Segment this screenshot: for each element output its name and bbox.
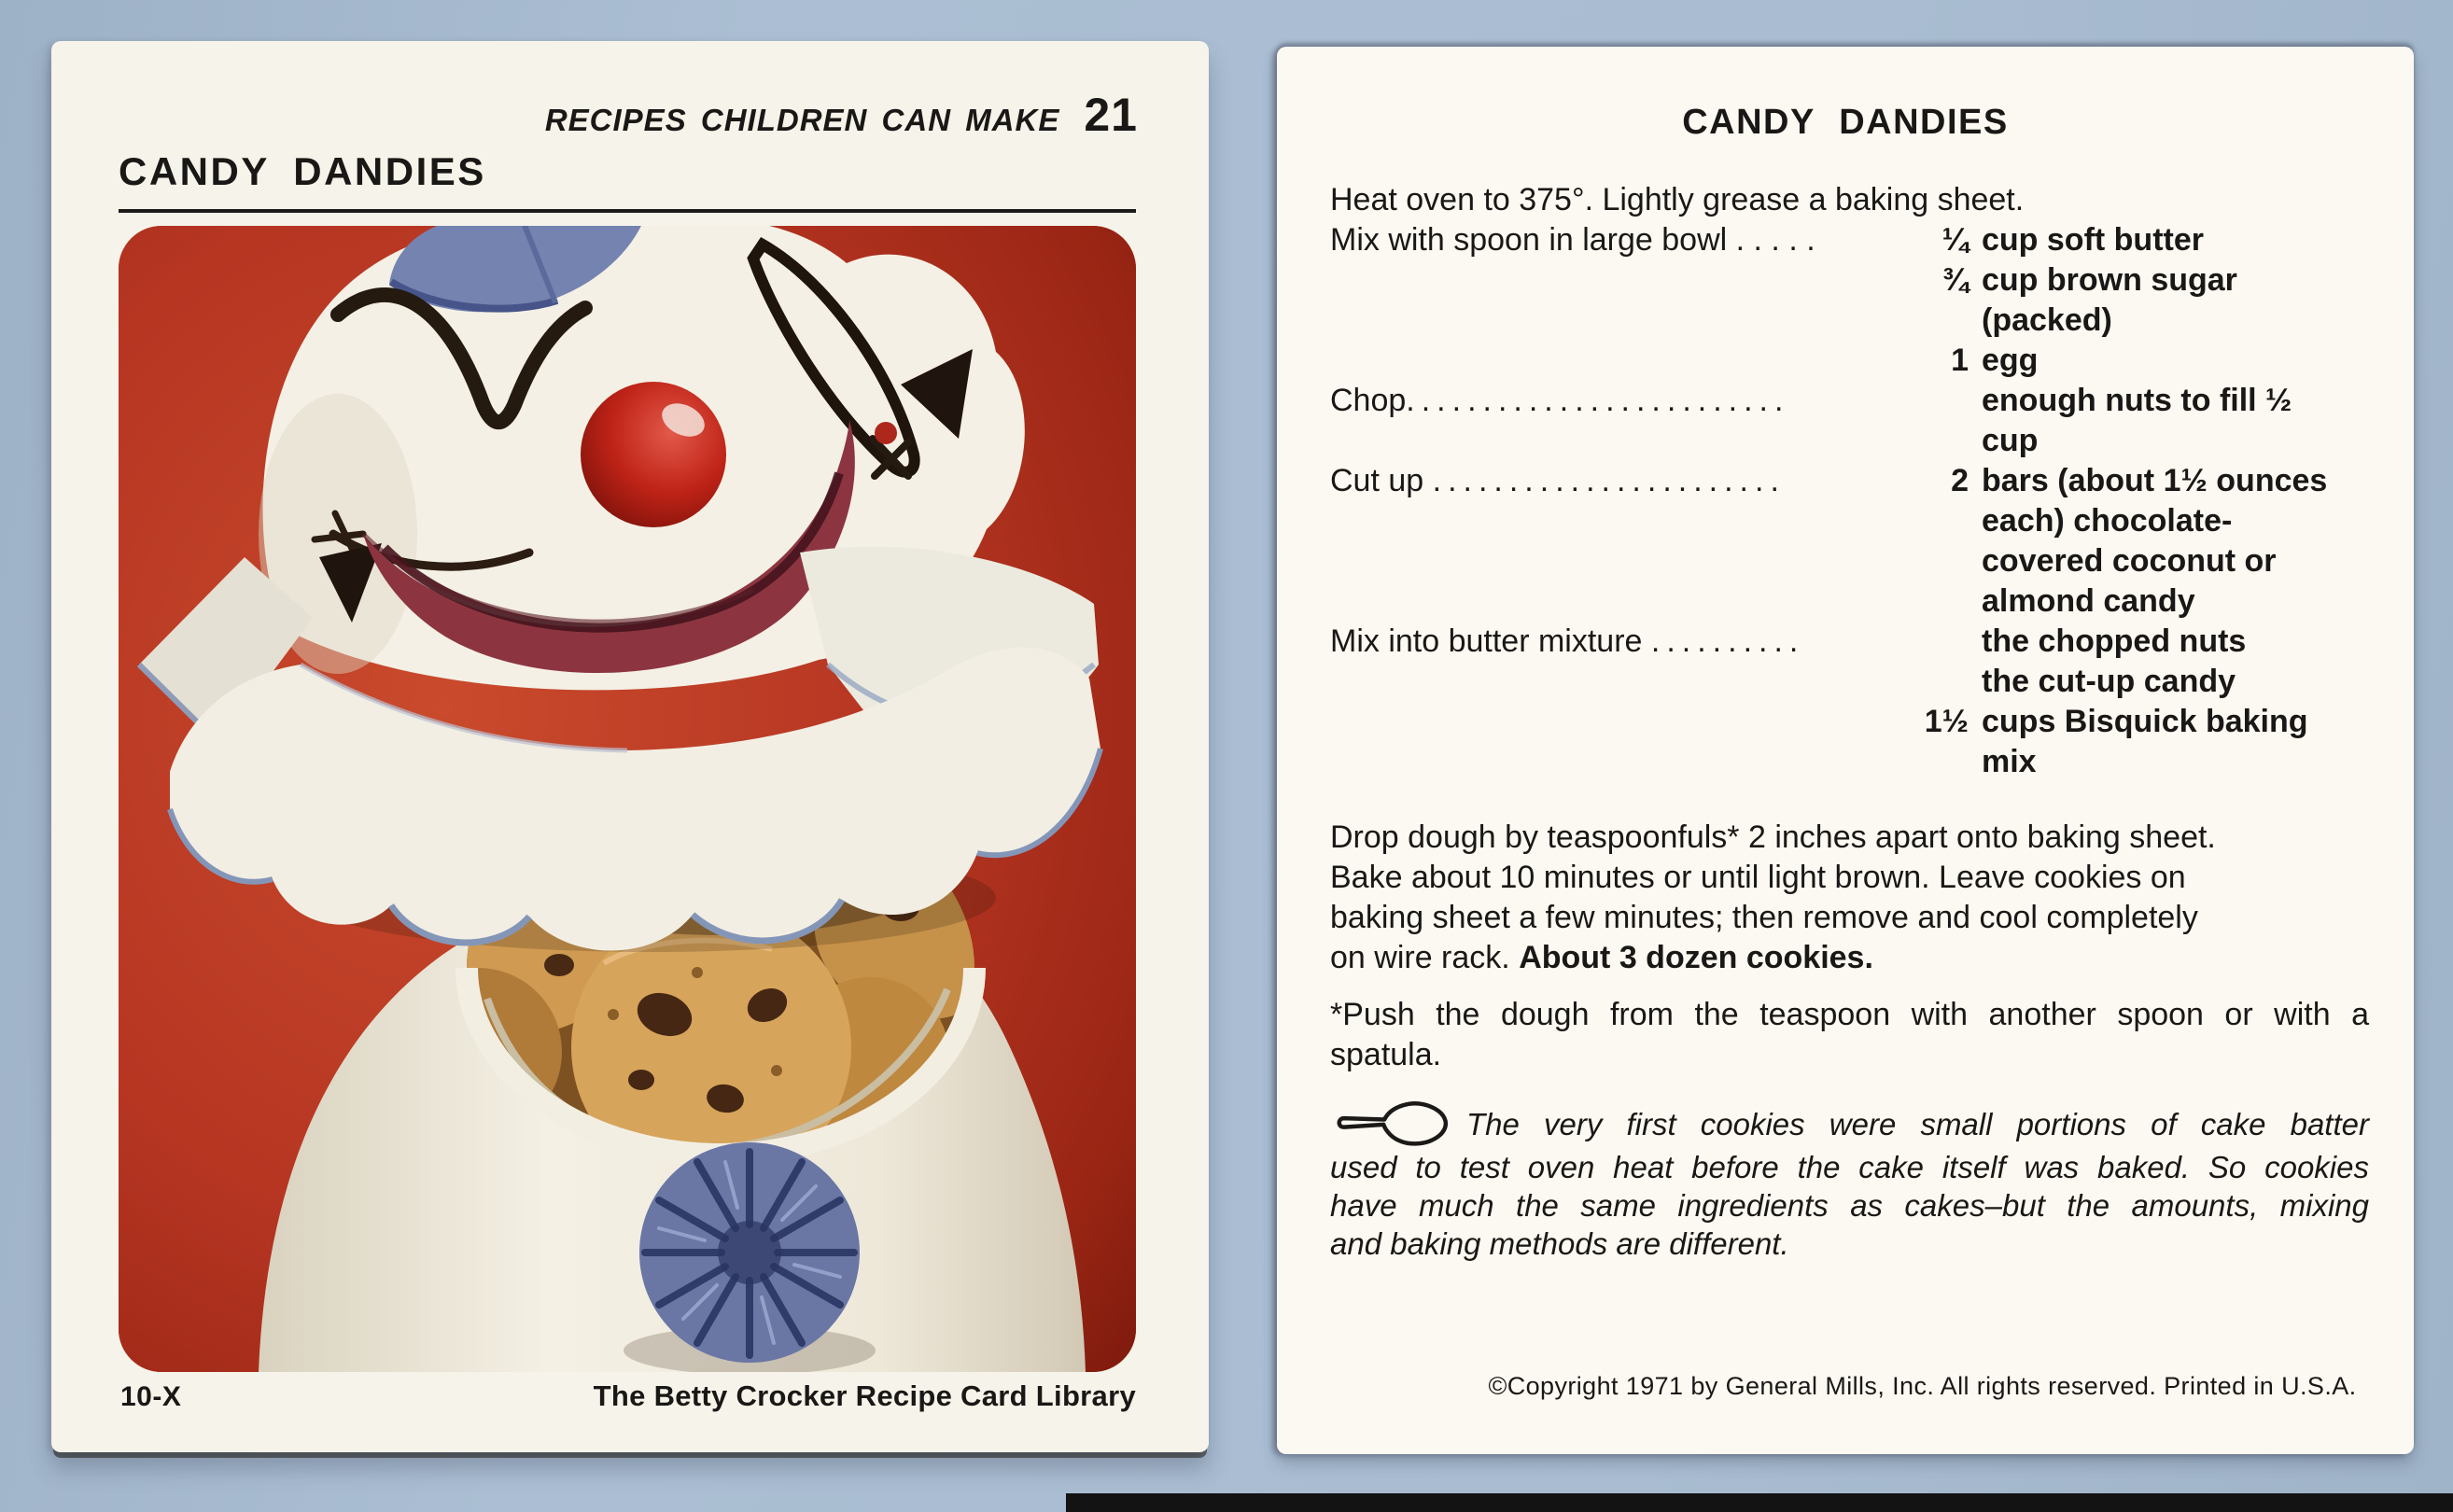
ingredient-row: Mix with spoon in large bowl . . . . . ¼ cup soft butter [1330, 220, 2369, 260]
scan-edge-strip [1066, 1493, 2453, 1512]
clown-cookie-jar-photo [119, 226, 1136, 1372]
recipe-card-front [51, 41, 1209, 1452]
ingredient-line: each) chocolate- [1982, 503, 2233, 539]
spoon-icon [1330, 1099, 1457, 1148]
directions-line: Drop dough by teaspoonfuls* 2 inches apart onto baking sheet. [1330, 819, 2216, 855]
ingredient-amount: 1 [1951, 343, 1969, 378]
footnote [1330, 995, 2369, 1075]
ingredient-line: cup [1982, 423, 2039, 458]
card-code: 10-X [120, 1381, 182, 1412]
copyright-line: ©Copyright 1971 by General Mills, Inc. All rights reserved. Printed in U.S.A. [1488, 1372, 2357, 1400]
trivia-note-line: and baking methods are different. [1330, 1226, 1789, 1261]
ingredient-line: covered coconut or [1982, 543, 2277, 579]
ingredient-line: cups Bisquick baking [1982, 704, 2308, 739]
intro-line: Heat oven to 375°. Lightly grease a baking sheet. [1330, 182, 2025, 217]
ingredient-line: (packed) [1982, 302, 2112, 338]
footnote-line: spatula. [1330, 1037, 1442, 1072]
ingredient-amount: ¼ [1941, 222, 1969, 258]
recipe-body [1330, 180, 2369, 1263]
clown-cookie-jar-illustration [119, 226, 1136, 1372]
ingredient-row [1330, 341, 2369, 381]
recipe-title-front: CANDY DANDIES [119, 149, 486, 193]
directions-paragraph [1330, 818, 2369, 978]
directions-line: Bake about 10 minutes or until light brown. Leave cookies on [1330, 860, 2186, 895]
ingredient-amount [1901, 662, 1969, 702]
ingredient-row: Cut up ....................... 2 bars (about 1½ ounces each) chocolate- covered coconut or almond candy [1330, 461, 2369, 622]
trivia-note-line: used to test oven heat before the cake itself was baked. So cookies [1330, 1150, 2369, 1184]
ingredient-row [1330, 260, 2369, 341]
ingredient-row: Chop......................... enough nuts to fill ½ cup [1330, 381, 2369, 461]
ingredient-amount: 2 [1951, 463, 1969, 498]
series-label: RECIPES CHILDREN CAN MAKE [544, 103, 1060, 137]
ingredient-line: almond candy [1982, 583, 2195, 619]
directions-line: baking sheet a few minutes; then remove and cool completely [1330, 900, 2198, 935]
ingredient-amount: 1½ [1924, 704, 1969, 739]
recipe-card-back [1277, 47, 2414, 1454]
trivia-note-line: have much the same ingredients as cakes–but the amounts, mixing [1330, 1188, 2369, 1223]
title-rule [119, 209, 1136, 213]
ingredient-line: cup soft butter [1982, 222, 2204, 258]
card-number: 21 [1084, 89, 1138, 141]
ingredient-line: enough nuts to fill ½ [1982, 383, 2292, 418]
ingredient-row [1330, 662, 2369, 702]
ingredient-amount [1901, 381, 1969, 461]
directions-line: on wire rack. About 3 dozen cookies. [1330, 940, 1873, 975]
ingredient-line: cup brown sugar [1982, 262, 2237, 298]
recipe-title-back: CANDY DANDIES [1682, 103, 2009, 142]
trivia-note-line: The very first cookies were small portions of cake batter [1330, 1099, 2369, 1148]
trivia-note [1330, 1099, 2369, 1263]
front-footer [120, 1379, 1136, 1413]
library-name: The Betty Crocker Recipe Card Library [593, 1379, 1136, 1412]
ingredient-line: egg [1982, 343, 2039, 378]
ingredient-row: Mix into butter mixture .......... the chopped nuts [1330, 622, 2369, 662]
ingredient-amount: ¾ [1941, 262, 1969, 298]
ingredient-line: bars (about 1½ ounces [1982, 463, 2328, 498]
series-header [545, 88, 1138, 142]
ingredient-amount [1901, 622, 1969, 662]
ingredient-line: the chopped nuts [1982, 623, 2247, 659]
ingredient-row [1330, 702, 2369, 782]
ingredient-line: the cut-up candy [1982, 664, 2236, 699]
footnote-line: *Push the dough from the teaspoon with another spoon or with a [1330, 997, 2369, 1032]
ingredient-line: mix [1982, 744, 2037, 779]
yield-text: About 3 dozen cookies. [1519, 940, 1873, 975]
